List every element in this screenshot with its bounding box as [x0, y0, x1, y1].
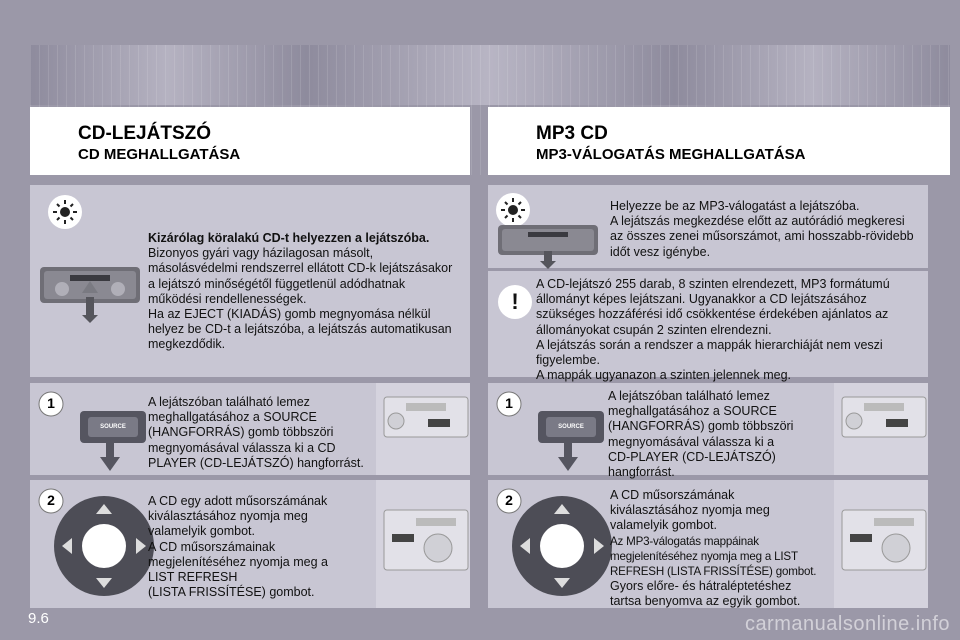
- source-label: SOURCE: [558, 424, 584, 430]
- tip-line: Bizonyos gyári vagy házilagosan másolt,: [148, 246, 374, 261]
- navigation-pad-illustration: [510, 494, 614, 598]
- left-tip-panel: [30, 185, 470, 377]
- step-line: valamelyik gombot.: [610, 518, 717, 533]
- step-line: A lejátszóban található lemez: [608, 389, 770, 403]
- step-line: megjelenítéséhez nyomja meg a LIST: [610, 549, 798, 563]
- radio-thumbnail: [376, 480, 470, 608]
- warning-line: figyelembe.: [536, 353, 600, 368]
- right-warning-panel: [488, 271, 928, 383]
- step-line: A lejátszóban található lemez: [148, 395, 310, 409]
- radio-thumbnail: [834, 383, 928, 475]
- left-subtitle: CD MEGHALLGATÁSA: [78, 146, 241, 163]
- step-line: (LISTA FRISSÍTÉSE) gombot.: [148, 585, 315, 600]
- right-step2-panel: [488, 480, 928, 608]
- left-header: [30, 107, 470, 175]
- navigation-pad-illustration: [52, 494, 156, 598]
- source-button-illustration: [78, 403, 148, 473]
- radio-thumbnail: [376, 383, 470, 475]
- tip-line: Helyezze be az MP3-válogatást a lejátszóba.: [610, 199, 860, 213]
- tip-line: a lejátszó minőségétől függetlenül adódhatnak: [148, 276, 406, 291]
- warning-line: szükséges hozzáférési idő csökkentése érdekében ajánlatos az: [536, 307, 889, 322]
- step-line: tartsa benyomva az egyik gombot.: [610, 594, 801, 609]
- step-number-badge: [38, 391, 64, 417]
- source-button-illustration: [536, 403, 606, 473]
- step-line: valamelyik gombot.: [148, 524, 255, 539]
- step-line: megnyomásával válassza ki a: [608, 434, 775, 449]
- right-step1-panel: [488, 383, 928, 480]
- step-line: (HANGFORRÁS) gomb többszöri: [148, 425, 334, 440]
- step-line: meghallgatásához a SOURCE: [608, 404, 777, 419]
- left-step1-panel: [30, 383, 470, 475]
- tip-line: az összes zenei műsorszámot, ami hosszabb-rövidebb: [610, 229, 914, 244]
- warning-line: A lejátszás során a rendszer a mappák hierarchiáját nem veszi: [536, 337, 883, 352]
- warning-line: állományt képes lejátszani. Ugyanakkor a CD lejátszásához: [536, 292, 867, 307]
- step-line: meghallgatásához a SOURCE: [148, 410, 317, 425]
- tip-line: Ha az EJECT (KIADÁS) gomb megnyomása nélkül: [148, 307, 431, 322]
- step-line: A CD műsorszámának: [610, 488, 735, 502]
- step-line: kiválasztásához nyomja meg: [610, 503, 770, 518]
- right-header: [488, 107, 950, 175]
- warning-line: A CD-lejátszó 255 darab, 8 szinten elrendezett, MP3 formátumú: [536, 277, 890, 291]
- step-line: A CD műsorszámainak: [148, 539, 276, 554]
- step-line: Gyors előre- és hátraléptetéshez: [610, 579, 792, 594]
- step-line: (HANGFORRÁS) gomb többszöri: [608, 419, 794, 434]
- step-line: A CD egy adott műsorszámának: [148, 494, 328, 508]
- step-line: PLAYER (CD-LEJÁTSZÓ) hangforrást.: [148, 455, 364, 470]
- tip-line: megkezdődik.: [148, 337, 226, 352]
- step-number: 2: [47, 492, 55, 508]
- tip-sun-icon: [48, 195, 82, 229]
- right-tip-panel: [488, 185, 928, 268]
- tip-line: időt vesz igénybe.: [610, 244, 711, 259]
- right-title: MP3 CD: [536, 123, 608, 144]
- radio-cd-insert-illustration: [498, 225, 598, 265]
- tip-line: A lejátszás megkezdése előtt az autórádió megkeresi: [610, 214, 905, 229]
- tip-line: másolásvédelmi rendszerrel ellátott CD-k lejátszásakor: [148, 261, 453, 276]
- step-line: kiválasztásához nyomja meg: [148, 509, 308, 524]
- step-number: 1: [47, 395, 55, 411]
- step-line: megjelenítéséhez nyomja meg a: [148, 554, 328, 569]
- source-label: SOURCE: [100, 424, 126, 430]
- step-number: 1: [505, 395, 513, 411]
- step-line: LIST REFRESH: [148, 570, 238, 585]
- right-subtitle: MP3-VÁLOGATÁS MEGHALLGATÁSA: [536, 146, 806, 163]
- watermark: carmanualsonline.info: [744, 613, 950, 635]
- warning-line: A mappák ugyanazon a szinten jelennek meg.: [536, 368, 792, 383]
- step-number-badge: [496, 391, 522, 417]
- step-number: 2: [505, 492, 513, 508]
- step-line: REFRESH (LISTA FRISSÍTÉSE) gombot.: [610, 565, 817, 579]
- tip-line: helyez be CD-t a lejátszóba, a lejátszás automatikusan: [148, 322, 452, 337]
- left-title: CD-LEJÁTSZÓ: [78, 123, 211, 144]
- left-step2-panel: [30, 480, 470, 608]
- step-line: hangforrást.: [608, 465, 675, 480]
- step-line: CD-PLAYER (CD-LEJÁTSZÓ): [608, 449, 776, 464]
- tip-bold-text: Kizárólag köralakú CD-t helyezzen a lejátszóba.: [148, 231, 430, 245]
- page-number: 9.6: [28, 610, 49, 627]
- warning-line: állományokat csupán 2 szinten elrendezni.: [536, 322, 772, 337]
- tip-line: működési rendellenességek.: [148, 291, 307, 306]
- step-line: megnyomásával válassza ki a CD: [148, 440, 336, 455]
- radio-cd-insert-illustration: [40, 267, 140, 305]
- warning-exclamation-icon: !: [498, 285, 532, 319]
- radio-thumbnail: [834, 480, 928, 608]
- step-line: Az MP3-válogatás mappáinak: [610, 534, 759, 548]
- tip-sun-icon: [496, 193, 530, 227]
